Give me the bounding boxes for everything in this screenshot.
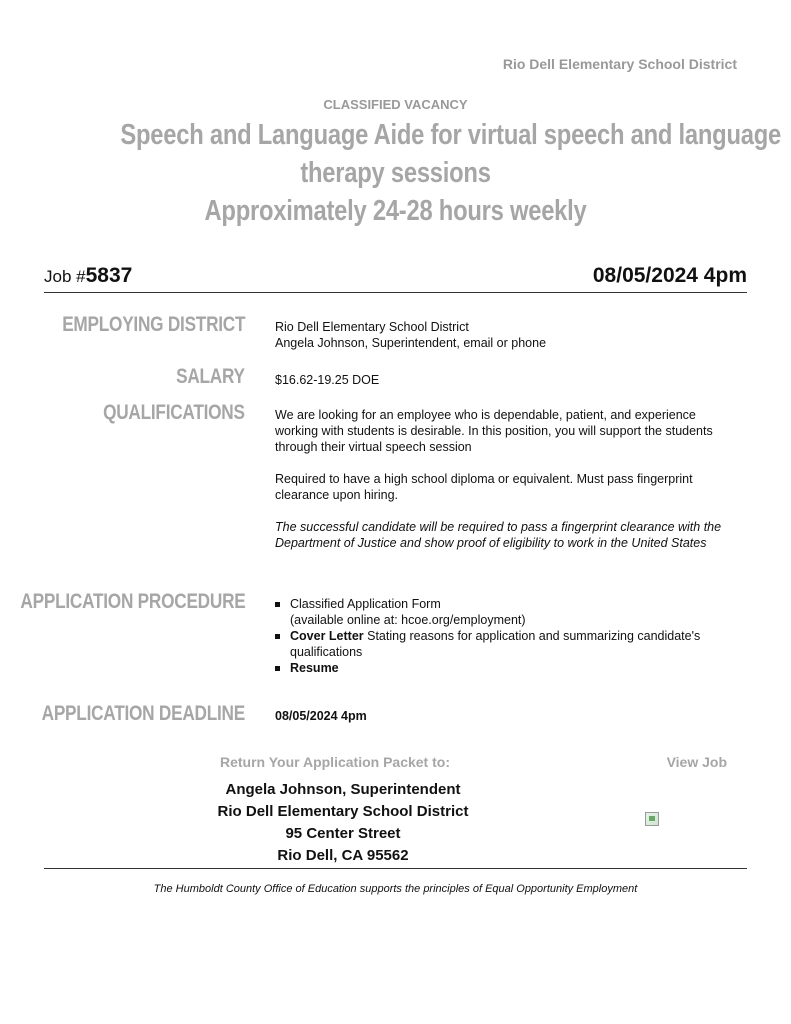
salary-label: SALARY <box>176 365 245 388</box>
district-header: Rio Dell Elementary School District <box>502 56 737 72</box>
job-number-value: 5837 <box>85 264 133 287</box>
job-title-line-2: therapy sessions <box>300 157 491 189</box>
footer-eoe-statement: The Humboldt County Office of Education supports the principles of Equal Opportunity Employment <box>153 883 638 895</box>
list-item <box>275 628 725 660</box>
qualifications-label: QUALIFICATIONS <box>103 401 245 424</box>
employing-district-contact: Angela Johnson, Superintendent, email or phone <box>275 336 547 350</box>
procedure-item-bold: Resume <box>290 661 339 675</box>
list-item <box>275 596 725 628</box>
address-line: Rio Dell Elementary School District <box>217 803 469 820</box>
employing-district-line: Rio Dell Elementary School District <box>275 320 469 334</box>
salary-value: $16.62-19.25 DOE <box>275 373 380 387</box>
job-title-line-1: Speech and Language Aide for virtual speech and language <box>120 119 781 151</box>
footer-divider <box>44 868 747 869</box>
employing-district-content <box>275 319 725 351</box>
employing-district-label: EMPLOYING DISTRICT <box>61 313 245 336</box>
application-procedure-label: APPLICATION PROCEDURE <box>19 590 245 613</box>
job-title-line-3: Approximately 24-28 hours weekly <box>204 195 587 227</box>
application-procedure-content <box>275 596 725 676</box>
procedure-item-text: Stating reasons for application and summarizing candidate's qualifications <box>290 629 701 659</box>
qualifications-content <box>275 407 725 567</box>
job-title <box>120 116 781 230</box>
address-line: Angela Johnson, Superintendent <box>225 781 461 798</box>
procedure-item-text: Classified Application Form <box>290 597 441 611</box>
address-line: 95 Center Street <box>285 825 401 842</box>
return-address <box>180 779 506 867</box>
list-item <box>275 660 725 676</box>
application-deadline-label: APPLICATION DEADLINE <box>41 702 245 725</box>
qualifications-paragraph: We are looking for an employee who is dependable, patient, and experience working with students is desirable. In this position, you will support the students through their virtual speech session <box>275 408 713 454</box>
address-line: Rio Dell, CA 95562 <box>277 847 409 864</box>
view-job-link[interactable]: View Job <box>666 754 727 770</box>
return-packet-label: Return Your Application Packet to: <box>220 754 450 770</box>
application-procedure-list <box>275 596 725 676</box>
application-deadline-value: 08/05/2024 4pm <box>275 709 367 723</box>
job-deadline: 08/05/2024 4pm <box>592 264 747 287</box>
qualifications-paragraph: Required to have a high school diploma or equivalent. Must pass fingerprint clearance upon hiring. <box>275 472 693 502</box>
procedure-item-link-note: (available online at: hcoe.org/employment) <box>290 613 526 627</box>
qr-code-image-placeholder[interactable] <box>645 812 659 826</box>
job-number-row <box>44 262 747 293</box>
job-number <box>44 264 132 288</box>
vacancy-type: CLASSIFIED VACANCY <box>323 97 468 112</box>
procedure-item-bold: Cover Letter <box>290 629 364 643</box>
qualifications-note: The successful candidate will be required to pass a fingerprint clearance with the Department of Justice and show proof of eligibility to work in the United States <box>275 520 722 550</box>
job-number-label: Job # <box>44 267 86 286</box>
